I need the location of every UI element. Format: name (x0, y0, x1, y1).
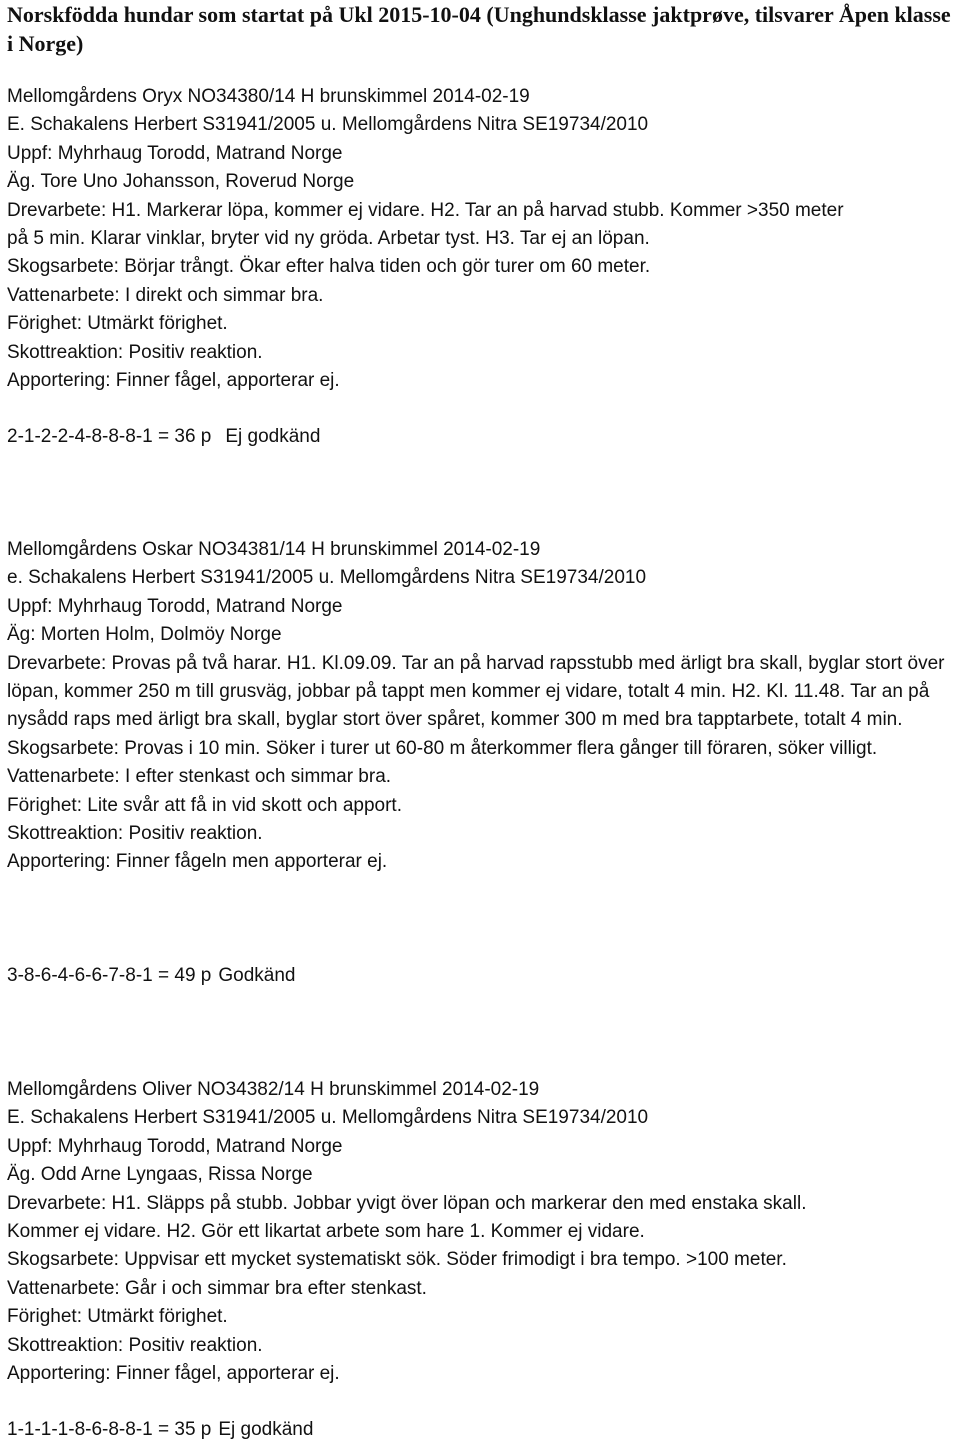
result-status: Ej godkänd (225, 426, 321, 447)
skottreaktion-line: Skottreaktion: Positiv reaktion. (7, 1334, 263, 1356)
vattenarbete-line: Vattenarbete: I direkt och simmar bra. (7, 284, 324, 306)
breeder-line: Uppf: Myhrhaug Torodd, Matrand Norge (7, 142, 343, 164)
owner-line: Äg. Tore Uno Johansson, Roverud Norge (7, 171, 355, 193)
owner-line: Äg: Morten Holm, Dolmöy Norge (7, 624, 282, 646)
owner-line: Äg. Odd Arne Lyngaas, Rissa Norge (7, 1164, 313, 1186)
parents-line: E. Schakalens Herbert S31941/2005 u. Mellomgårdens Nitra SE19734/2010 (7, 114, 649, 136)
score-line (7, 1416, 957, 1444)
document-title: Norskfödda hundar som startat på Ukl 2015-10-04 (Unghundsklasse jaktprøve, tilsvarer Åpen klasse i Norge) (7, 2, 951, 56)
result-status: Ej godkänd (218, 1419, 314, 1440)
score-points: 3-8-6-4-6-6-7-8-1 = 49 p (7, 965, 212, 986)
apportering-line: Apportering: Finner fågel, apporterar ej. (7, 1362, 340, 1384)
breeder-line: Uppf: Myhrhaug Torodd, Matrand Norge (7, 1135, 343, 1157)
drevarbete-line-2: på 5 min. Klarar vinklar, bryter vid ny gröda. Arbetar tyst. H3. Tar ej an löpan. (7, 227, 650, 249)
drevarbete-line-1: Drevarbete: H1. Markerar löpa, kommer ej vidare. H2. Tar an på harvad stubb. Kommer >350 meter (7, 199, 844, 221)
score-line (7, 423, 957, 451)
apportering-line: Apportering: Finner fågeln men apporterar ej. (7, 851, 388, 873)
drevarbete-line-2: Kommer ej vidare. H2. Gör ett likartat arbete som hare 1. Kommer ej vidare. (7, 1220, 645, 1242)
skogsarbete-line: Skogsarbete: Uppvisar ett mycket systematiskt sök. Söder frimodigt i bra tempo. >100 meter. (7, 1249, 787, 1271)
vattenarbete-line: Vattenarbete: Går i och simmar bra efter stenkast. (7, 1277, 427, 1299)
score-row-oryx (7, 423, 957, 451)
vattenarbete-line: Vattenarbete: I efter stenkast och simmar bra. (7, 766, 392, 788)
dog-name-line: Mellomgårdens Oryx NO34380/14 H brunskimmel 2014-02-19 (7, 86, 530, 107)
parents-line: E. Schakalens Herbert S31941/2005 u. Mellomgårdens Nitra SE19734/2010 (7, 1107, 649, 1129)
dog-name-line: Mellomgårdens Oliver NO34382/14 H brunskimmel 2014-02-19 (7, 1079, 540, 1100)
forighet-line: Förighet: Utmärkt förighet. (7, 313, 228, 335)
skottreaktion-line: Skottreaktion: Positiv reaktion. (7, 341, 263, 363)
skogsarbete-line: Skogsarbete: Börjar trångt. Ökar efter halva tiden och gör turer om 60 meter. (7, 256, 651, 278)
dog-entry-oliver (7, 1076, 957, 1388)
score-points: 2-1-2-2-4-8-8-8-1 = 36 p (7, 426, 212, 447)
dog-entry-oryx (7, 83, 957, 395)
score-line (7, 962, 957, 990)
forighet-line: Förighet: Lite svår att få in vid skott och apport. (7, 794, 402, 816)
skottreaktion-line: Skottreaktion: Positiv reaktion. (7, 822, 263, 844)
dog-name-line: Mellomgårdens Oskar NO34381/14 H brunskimmel 2014-02-19 (7, 539, 541, 560)
score-points: 1-1-1-1-8-6-8-8-1 = 35 p (7, 1419, 212, 1440)
apportering-line: Apportering: Finner fågel, apporterar ej. (7, 369, 340, 391)
score-row-oliver (7, 1416, 957, 1444)
parents-line: e. Schakalens Herbert S31941/2005 u. Mellomgårdens Nitra SE19734/2010 (7, 567, 647, 589)
drevarbete-paragraph: Drevarbete: Provas på två harar. H1. Kl.09.09. Tar an på harvad rapsstubb med ärligt bra skall, byglar stort över löpan, kommer 250 m till grusväg, jobbar på tappt men kommer ej vidare, totalt 4 min. H2. Kl. 11.48. Tar an på nysådd raps med ärligt bra skall, byglar stort över spåret, kommer 300 m med bra tapptarbete, totalt 4 min. (7, 652, 945, 731)
result-status: Godkänd (218, 965, 296, 986)
dog-entry-oskar (7, 536, 957, 877)
skogsarbete-paragraph: Skogsarbete: Provas i 10 min. Söker i turer ut 60-80 m återkommer flera gånger till föraren, söker villigt. (7, 737, 878, 759)
drevarbete-line-1: Drevarbete: H1. Släpps på stubb. Jobbar yvigt över löpan och markerar den med enstaka skall. (7, 1192, 807, 1214)
score-row-oskar (7, 962, 957, 990)
breeder-line: Uppf: Myhrhaug Torodd, Matrand Norge (7, 595, 343, 617)
forighet-line: Förighet: Utmärkt förighet. (7, 1306, 228, 1328)
